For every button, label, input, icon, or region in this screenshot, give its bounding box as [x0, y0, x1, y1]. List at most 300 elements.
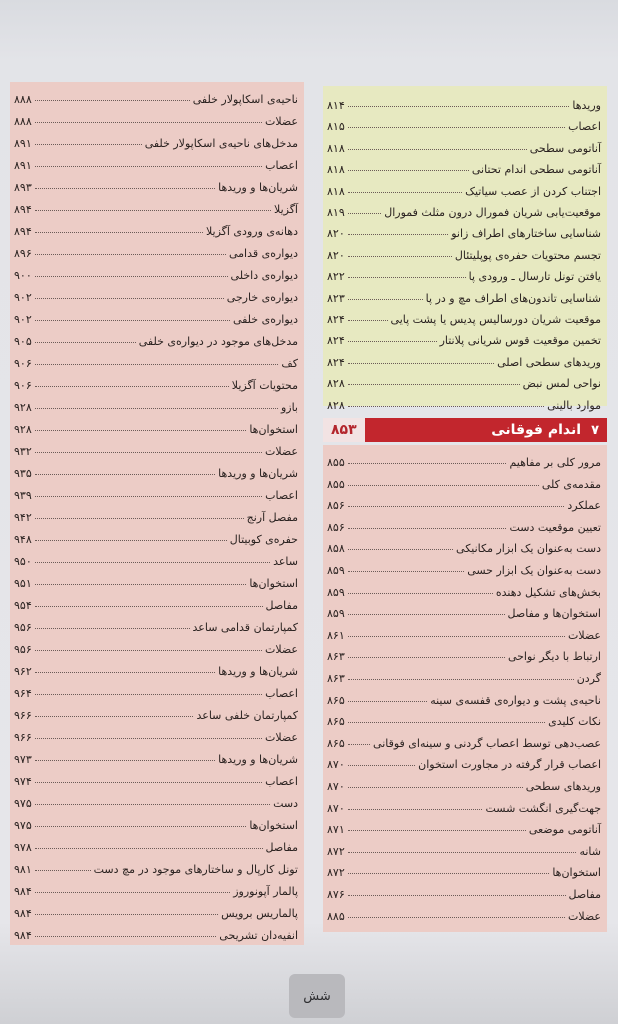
dot-leader [35, 738, 262, 739]
toc-entry-title: استخوان‌ها [249, 577, 298, 590]
toc-entry [10, 216, 304, 238]
dot-leader [348, 830, 526, 831]
dot-leader [35, 562, 270, 563]
toc-entry-page: ۸۸۸ [14, 115, 32, 128]
toc-entry [10, 744, 304, 766]
toc-entry-page: ۹۲۸ [14, 401, 32, 414]
toc-entry-title: کف [281, 357, 298, 370]
dot-leader [35, 320, 230, 321]
toc-entry-title: جهت‌گیری انگشت شست [485, 801, 601, 815]
toc-entry [323, 771, 607, 793]
toc-entry [10, 84, 304, 106]
toc-entry-title: دیواره‌ی داخلی [230, 269, 298, 282]
dot-leader [35, 914, 218, 915]
page-number-tab [289, 974, 345, 1018]
toc-entry [10, 568, 304, 590]
dot-leader [35, 650, 262, 651]
toc-entry-title: استخوان‌ها و مفاصل [507, 607, 601, 621]
toc-entry [10, 810, 304, 832]
section-page-number: ۸۵۳ [323, 418, 365, 442]
dot-leader [348, 636, 565, 637]
toc-entry [323, 706, 607, 728]
toc-entry-page: ۸۱۴ [327, 99, 345, 112]
toc-entry-title: نواحی لمس نبض [522, 377, 601, 391]
dot-leader [35, 782, 262, 783]
toc-entry-title: تعیین موقعیت دست [509, 520, 601, 534]
dot-leader [35, 826, 247, 827]
dot-leader [348, 895, 566, 896]
toc-entry-title: دست به‌عنوان یک ابزار حسی [467, 564, 601, 577]
dot-leader [35, 188, 215, 189]
toc-entry-page: ۸۹۱ [14, 159, 32, 172]
dot-leader [35, 892, 231, 893]
toc-entry-page: ۸۷۰ [327, 801, 345, 815]
toc-entry [10, 546, 304, 568]
toc-entry [10, 128, 304, 150]
toc-entry-title: مقدمه‌ی کلی [541, 477, 601, 491]
toc-entry-page: ۹۴۸ [14, 533, 32, 546]
toc-entry [323, 901, 607, 923]
toc-left-column [10, 82, 304, 945]
toc-entry-page: ۸۵۶ [327, 499, 345, 513]
toc-entry-page: ۸۶۳ [327, 672, 345, 685]
toc-entry-page: ۸۷۶ [327, 888, 345, 901]
dot-leader [35, 584, 247, 585]
toc-entry-page: ۹۷۴ [14, 775, 32, 788]
dot-leader [348, 852, 577, 853]
toc-entry-page: ۹۰۲ [14, 313, 32, 326]
toc-entry-title: تجسم محتویات حفره‌ی پوپلیتئال [454, 248, 601, 262]
toc-entry-title: یافتن تونل تارسال ـ ورودی پا [468, 270, 601, 284]
dot-leader [35, 122, 262, 123]
dot-leader [348, 744, 370, 745]
toc-entry-page: ۹۰۲ [14, 291, 32, 304]
toc-entry [323, 325, 607, 347]
toc-entry-title: وریدهای سطحی [525, 780, 601, 793]
toc-entry-page: ۸۲۴ [327, 334, 345, 348]
toc-entry [10, 282, 304, 304]
toc-entry [10, 326, 304, 348]
toc-entry [10, 150, 304, 172]
toc-entry-title: نکات کلیدی [548, 715, 601, 729]
toc-entry [323, 197, 607, 219]
dot-leader [35, 694, 262, 695]
toc-entry-title: شانه [579, 844, 601, 858]
toc-entry-title: دیواره‌ی خارجی [226, 291, 298, 304]
toc-entry-title: دهانه‌ی ورودی آگزیلا [205, 225, 298, 238]
toc-entry-page: ۸۵۹ [327, 607, 345, 621]
toc-entry-title: عضلات [264, 731, 298, 744]
dot-leader [35, 386, 229, 387]
toc-entry-title: آناتومی سطحی [529, 141, 601, 155]
toc-entry-title: اعصاب [568, 120, 601, 134]
toc-entry [323, 749, 607, 771]
toc-entry [323, 685, 607, 707]
toc-entry-title: عضلات [567, 628, 601, 642]
dot-leader [348, 571, 464, 572]
dot-leader [35, 606, 263, 607]
dot-leader [348, 127, 565, 128]
dot-leader [35, 298, 224, 299]
dot-leader [35, 430, 247, 431]
toc-entry-page: ۹۸۴ [14, 885, 32, 898]
dot-leader [348, 320, 388, 321]
toc-entry [10, 898, 304, 920]
dot-leader [348, 787, 523, 788]
toc-entry-page: ۹۰۶ [14, 379, 32, 392]
toc-entry [10, 348, 304, 370]
toc-entry-page: ۸۱۸ [327, 141, 345, 155]
toc-entry-title: گردن [576, 672, 601, 685]
toc-entry [323, 728, 607, 750]
section-header-upper-limb [323, 418, 607, 442]
toc-entry-title: عضلات [264, 643, 298, 656]
toc-entry-title: پالمار آپونوروز [233, 885, 298, 898]
dot-leader [35, 804, 270, 805]
toc-entry [10, 370, 304, 392]
dot-leader [348, 485, 539, 486]
toc-entry-title: ناحیه‌ی پشت و دیواره‌ی قفسه‌ی سینه [430, 693, 601, 707]
dot-leader [35, 364, 279, 365]
toc-entry-title: عضلات [567, 909, 601, 923]
dot-leader [348, 277, 466, 278]
toc-entry [10, 854, 304, 876]
toc-entry-page: ۹۷۵ [14, 797, 32, 810]
toc-entry-title: اعصاب [265, 159, 298, 172]
toc-entry-title: استخوان‌ها [552, 866, 601, 880]
dot-leader [348, 506, 565, 507]
toc-entry-page: ۸۷۱ [327, 823, 345, 837]
dot-leader [348, 679, 574, 680]
toc-entry-page: ۹۰۶ [14, 357, 32, 370]
dot-leader [348, 528, 507, 529]
toc-entry-title: وریدها [572, 99, 601, 112]
toc-entry-page: ۹۳۵ [14, 467, 32, 480]
toc-entry-title: اعصاب قرار گرفته در مجاورت استخوان [418, 758, 601, 772]
toc-entry [323, 490, 607, 512]
dot-leader [35, 254, 226, 255]
toc-entry-title: عصب‌دهی توسط اعصاب گردنی و سینه‌ای فوقانی [373, 736, 601, 750]
toc-entry-page: ۸۲۰ [327, 227, 345, 241]
dot-leader [35, 716, 194, 717]
toc-entry-page: ۹۷۸ [14, 841, 32, 854]
toc-entry-title: انفیه‌دان تشریحی [219, 929, 298, 942]
dot-leader [35, 100, 190, 101]
toc-entry [323, 836, 607, 858]
toc-entry [323, 598, 607, 620]
toc-entry-page: ۸۸۸ [14, 93, 32, 106]
dot-leader [348, 192, 462, 193]
toc-entry-title: عملکرد [567, 499, 601, 513]
toc-entry-title: مفاصل [265, 599, 298, 612]
toc-entry-title: آگزیلا [274, 203, 298, 216]
page-label: شش [303, 988, 331, 1004]
toc-entry-page: ۹۶۲ [14, 665, 32, 678]
toc-entry-title: دست به‌عنوان یک ابزار مکانیکی [456, 542, 601, 556]
toc-entry-page: ۸۵۵ [327, 477, 345, 491]
toc-entry [10, 766, 304, 788]
toc-entry-page: ۸۲۴ [327, 313, 345, 326]
dot-leader [35, 628, 190, 629]
toc-right-top-column [323, 86, 607, 412]
dot-leader [35, 672, 215, 673]
toc-entry-page: ۸۵۶ [327, 520, 345, 534]
toc-entry-title: حفره‌ی کوبیتال [229, 533, 298, 546]
dot-leader [348, 873, 550, 874]
toc-entry-title: شریان‌ها و وریدها [218, 181, 298, 194]
toc-entry [10, 656, 304, 678]
toc-entry-title: مفصل آرنج [246, 511, 298, 524]
dot-leader [348, 593, 493, 594]
toc-entry-page: ۸۲۳ [327, 291, 345, 305]
toc-entry-title: عضلات [264, 445, 298, 458]
toc-entry-title: مدخل‌های موجود در دیواره‌ی خلفی [138, 335, 298, 348]
toc-entry [323, 555, 607, 577]
toc-entry-page: ۹۶۶ [14, 731, 32, 744]
dot-leader [35, 232, 203, 233]
toc-entry-page: ۸۷۰ [327, 780, 345, 793]
dot-leader [348, 549, 453, 550]
toc-entry-page: ۹۰۵ [14, 335, 32, 348]
dot-leader [348, 213, 382, 214]
toc-entry-page: ۸۲۸ [327, 377, 345, 391]
toc-entry-title: استخوان‌ها [249, 819, 298, 832]
dot-leader [35, 276, 228, 277]
toc-entry [10, 172, 304, 194]
dot-leader [348, 406, 544, 407]
toc-entry [10, 260, 304, 282]
toc-entry-title: بخش‌های تشکیل دهنده [495, 585, 601, 599]
toc-entry [10, 832, 304, 854]
toc-entry-page: ۸۹۳ [14, 181, 32, 194]
toc-entry-page: ۹۵۶ [14, 643, 32, 656]
toc-entry-title: ارتباط با دیگر نواحی [507, 650, 601, 664]
toc-entry-page: ۸۵۸ [327, 542, 345, 556]
toc-entry-title: اعصاب [265, 489, 298, 502]
toc-entry-title: دیواره‌ی قدامی [228, 247, 298, 260]
toc-entry [323, 620, 607, 642]
toc-entry-title: شناسایی ساختارهای اطراف زانو [451, 227, 601, 241]
toc-entry-title: محتویات آگزیلا [231, 379, 298, 392]
dot-leader [348, 170, 469, 171]
toc-entry-title: مفاصل [568, 888, 601, 901]
toc-entry-page: ۸۷۰ [327, 758, 345, 772]
toc-entry [323, 261, 607, 283]
dot-leader [35, 166, 262, 167]
toc-entry-title: ناحیه‌ی اسکاپولار خلفی [192, 93, 298, 106]
toc-entry [323, 641, 607, 663]
dot-leader [348, 256, 452, 257]
toc-entry-page: ۸۱۵ [327, 120, 345, 134]
toc-entry [10, 392, 304, 414]
toc-entry-title: آناتومی موضعی [528, 823, 601, 837]
toc-entry-page: ۹۸۱ [14, 863, 32, 876]
toc-entry [10, 920, 304, 942]
dot-leader [35, 540, 227, 541]
toc-entry-page: ۸۲۲ [327, 270, 345, 284]
toc-entry-page: ۸۲۴ [327, 355, 345, 369]
toc-entry-page: ۸۵۵ [327, 456, 345, 469]
toc-entry-page: ۹۸۴ [14, 907, 32, 920]
toc-entry-page: ۹۵۶ [14, 621, 32, 634]
toc-entry-page: ۸۵۹ [327, 585, 345, 599]
dot-leader [35, 408, 278, 409]
dot-leader [348, 614, 505, 615]
toc-entry [323, 469, 607, 491]
dot-leader [348, 463, 507, 464]
section-number: ۷ [591, 422, 599, 438]
toc-entry-page: ۹۶۶ [14, 709, 32, 722]
toc-entry [10, 238, 304, 260]
toc-entry [323, 154, 607, 176]
toc-entry [323, 663, 607, 685]
dot-leader [35, 210, 271, 211]
toc-entry [323, 283, 607, 305]
toc-entry-title: مدخل‌های ناحیه‌ی اسکاپولار خلفی [144, 137, 298, 150]
toc-entry-title: پالماریس برویس [221, 907, 298, 920]
toc-entry-title: شریان‌ها و وریدها [218, 467, 298, 480]
dot-leader [35, 760, 215, 761]
toc-entry-page: ۸۶۵ [327, 736, 345, 750]
toc-entry [323, 447, 607, 469]
toc-entry [323, 218, 607, 240]
dot-leader [35, 936, 217, 937]
dot-leader [35, 452, 262, 453]
toc-entry [10, 106, 304, 128]
toc-entry-page: ۸۶۳ [327, 650, 345, 664]
toc-entry [10, 414, 304, 436]
toc-entry-page: ۸۹۴ [14, 203, 32, 216]
toc-entry [10, 722, 304, 744]
toc-entry-page: ۸۹۴ [14, 225, 32, 238]
toc-entry-page: ۹۶۴ [14, 687, 32, 700]
toc-entry-title: آناتومی سطحی اندام تحتانی [471, 163, 601, 177]
toc-entry-page: ۹۷۵ [14, 819, 32, 832]
toc-entry-title: شناسایی تاندون‌های اطراف مچ و در پا [425, 291, 601, 305]
toc-entry-page: ۸۱۸ [327, 163, 345, 177]
toc-entry [323, 814, 607, 836]
toc-entry-page: ۹۰۰ [14, 269, 32, 282]
toc-entry-title: ساعد [273, 555, 298, 568]
dot-leader [348, 234, 449, 235]
dot-leader [348, 384, 520, 385]
toc-entry [10, 876, 304, 898]
toc-entry [323, 90, 607, 112]
toc-entry [10, 788, 304, 810]
toc-entry-page: ۹۷۳ [14, 753, 32, 766]
toc-entry [10, 700, 304, 722]
toc-right-bottom-column [323, 445, 607, 932]
toc-entry-title: کمپارتمان خلفی ساعد [196, 709, 298, 722]
dot-leader [35, 496, 262, 497]
dot-leader [35, 342, 136, 343]
toc-entry-page: ۸۵۹ [327, 564, 345, 577]
toc-entry-title: اجتناب کردن از عصب سیاتیک [465, 184, 601, 198]
toc-entry-page: ۹۳۲ [14, 445, 32, 458]
toc-entry [323, 111, 607, 133]
toc-entry [10, 480, 304, 502]
toc-entry-title: اعصاب [265, 687, 298, 700]
toc-entry-title: موارد بالینی [547, 398, 601, 412]
dot-leader [348, 657, 505, 658]
dot-leader [348, 722, 545, 723]
dot-leader [348, 363, 494, 364]
toc-entry-page: ۸۶۱ [327, 628, 345, 642]
toc-entry-title: موقعیت شریان دورسالیس پدیس یا پشت پایی [390, 313, 601, 326]
dot-leader [35, 144, 142, 145]
dot-leader [348, 917, 565, 918]
toc-entry [10, 194, 304, 216]
toc-entry-title: شریان‌ها و وریدها [218, 753, 298, 766]
toc-entry-page: ۸۷۲ [327, 844, 345, 858]
toc-entry [10, 304, 304, 326]
toc-entry-page: ۸۸۵ [327, 909, 345, 923]
toc-entry-title: شریان‌ها و وریدها [218, 665, 298, 678]
toc-entry-title: دیواره‌ی خلفی [232, 313, 298, 326]
toc-entry [323, 347, 607, 369]
dot-leader [348, 809, 483, 810]
toc-entry-title: تخمین موقعیت قوس شریانی پلانتار [439, 334, 601, 348]
toc-entry [323, 133, 607, 155]
dot-leader [348, 765, 415, 766]
toc-entry-page: ۸۹۱ [14, 137, 32, 150]
toc-entry [323, 577, 607, 599]
toc-entry [323, 390, 607, 412]
toc-entry [323, 857, 607, 879]
toc-entry-page: ۸۶۵ [327, 693, 345, 707]
toc-entry-title: استخوان‌ها [249, 423, 298, 436]
dot-leader [35, 474, 215, 475]
toc-entry-page: ۸۱۸ [327, 184, 345, 198]
toc-entry [323, 879, 607, 901]
toc-entry-page: ۸۷۲ [327, 866, 345, 880]
toc-entry [10, 436, 304, 458]
toc-entry-page: ۹۲۸ [14, 423, 32, 436]
section-title: اندام فوقانی [491, 422, 582, 438]
toc-entry [323, 304, 607, 326]
toc-entry-title: دست [273, 797, 298, 810]
toc-entry-title: تونل کارپال و ساختارهای موجود در مچ دست [93, 863, 298, 876]
toc-entry [10, 502, 304, 524]
toc-entry-title: بازو [280, 401, 298, 414]
toc-entry-page: ۹۵۴ [14, 599, 32, 612]
toc-entry [323, 368, 607, 390]
toc-entry [10, 634, 304, 656]
dot-leader [348, 149, 527, 150]
toc-entry-page: ۹۸۴ [14, 929, 32, 942]
toc-entry-page: ۹۵۱ [14, 577, 32, 590]
toc-entry-page: ۸۶۵ [327, 715, 345, 729]
dot-leader [35, 518, 244, 519]
dot-leader [348, 106, 570, 107]
toc-entry-title: کمپارتمان قدامی ساعد [192, 621, 298, 634]
toc-entry [10, 524, 304, 546]
dot-leader [35, 870, 91, 871]
toc-entry-title: موقعیت‌یابی شریان فمورال درون مثلث فمورال [384, 206, 601, 219]
toc-entry-page: ۸۲۸ [327, 398, 345, 412]
toc-entry-title: مفاصل [265, 841, 298, 854]
toc-entry-title: مرور کلی بر مفاهیم [509, 456, 601, 469]
toc-entry [10, 612, 304, 634]
dot-leader [348, 701, 427, 702]
toc-entry [323, 176, 607, 198]
toc-entry [323, 793, 607, 815]
toc-entry [323, 533, 607, 555]
toc-entry-title: وریدهای سطحی اصلی [497, 355, 601, 369]
toc-entry [323, 240, 607, 262]
toc-entry-page: ۹۴۲ [14, 511, 32, 524]
toc-entry-page: ۹۵۰ [14, 555, 32, 568]
